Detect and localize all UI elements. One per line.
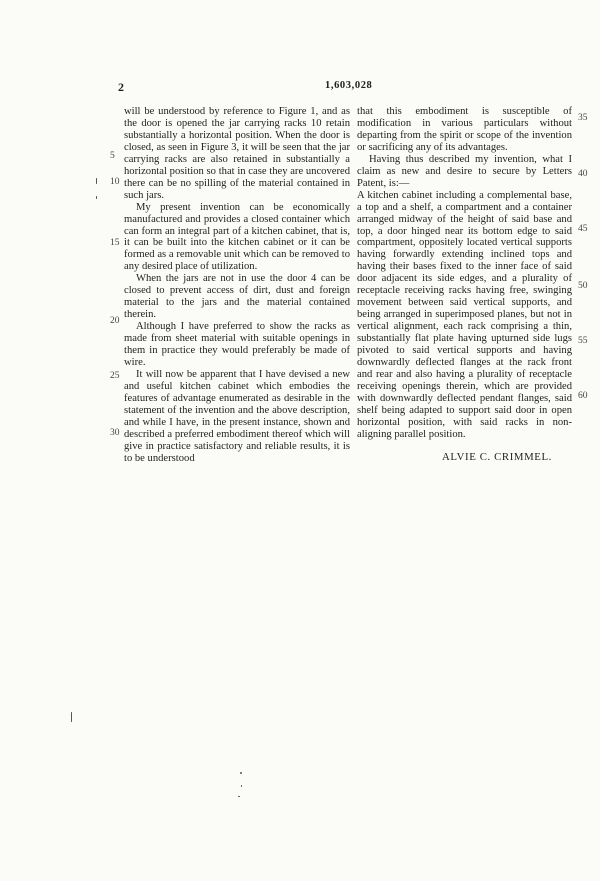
right-column [357, 106, 572, 441]
left-column [124, 106, 350, 465]
inventor-signature: ALVIE C. CRIMMEL. [442, 451, 552, 463]
scan-mark [238, 796, 240, 797]
scan-mark [96, 196, 97, 199]
paragraph: that this embodiment is susceptible of modification in various particulars without departing from the spirit or scope of the invention or sacrificing any of its advantages. [357, 106, 572, 153]
line-number: 5 [110, 151, 115, 161]
line-number: 45 [578, 224, 588, 234]
paragraph: Although I have preferred to show the racks as made from sheet material with suitable openings in them in practice they would preferably be made of wire. [124, 321, 350, 369]
paragraph: Having thus described my invention, what I claim as new and desire to secure by Letters Patent, is:— [357, 153, 572, 189]
line-number: 10 [110, 177, 120, 187]
paragraph: My present invention can be economically manufactured and provides a closed container which can form an integral part of a kitchen cabinet, that is, it can be built into the kitchen cabinet or it can be formed as a removable unit which can be removed to any desired place of utilization. [124, 201, 350, 273]
scan-mark [241, 785, 242, 787]
scan-mark [71, 712, 72, 722]
paragraph: When the jars are not in use the door 4 can be closed to prevent access of dirt, dust and foreign material to the jars and the material contained therein. [124, 273, 350, 321]
scan-mark [96, 178, 97, 184]
paragraph: will be understood by reference to Figure 1, and as the door is opened the jar carrying racks 10 retain substantially a horizontal position. When the door is closed, as seen in Figure 3, it will be seen that the jar carrying racks are also retained in substantially a horizontal position so that in case they are uncovered there can be no spilling of the material contained in such jars. [124, 106, 350, 201]
page-number: 2 [118, 80, 125, 94]
line-number: 15 [110, 238, 120, 248]
line-number: 50 [578, 281, 588, 291]
claim-paragraph: A kitchen cabinet including a complemental base, a top and a shelf, a compartment and a container arranged midway of the height of said base and top, a door hinged near its bottom edge to said compartment, oppositely located vertical supports having forwardly extending inclined tops and having their bases fixed to the inner face of said door adjacent its side edges, and a plurality of receptacle receiving racks having free, swinging movement between said vertical supports, and being arranged in superimposed planes, but not in vertical alignment, each rack comprising a thin, substantially flat plate having upturned side lugs pivoted to said vertical supports and having downwardly deflected flanges at the rack front and rear and also having a plurality of receptacle receiving openings therein, which are provided with downwardly deflected pendant flanges, said shelf being adapted to support said door in open horizontal position, with said racks in non-aligning parallel position. [357, 189, 572, 440]
line-number: 25 [110, 371, 120, 381]
patent-number: 1,603,028 [325, 80, 373, 91]
line-number: 20 [110, 316, 120, 326]
scan-mark [240, 772, 242, 774]
line-number: 55 [578, 336, 588, 346]
line-number: 60 [578, 391, 588, 401]
paragraph: It will now be apparent that I have devised a new and useful kitchen cabinet which embodies the features of advantage enumerated as desirable in the statement of the invention and the above description, and while I have, in the present instance, shown and described a preferred embodiment thereof which will give in practice satisfactory and reliable results, it is to be understood [124, 368, 350, 464]
line-number: 35 [578, 113, 588, 123]
line-number: 40 [578, 169, 588, 179]
line-number: 30 [110, 428, 120, 438]
